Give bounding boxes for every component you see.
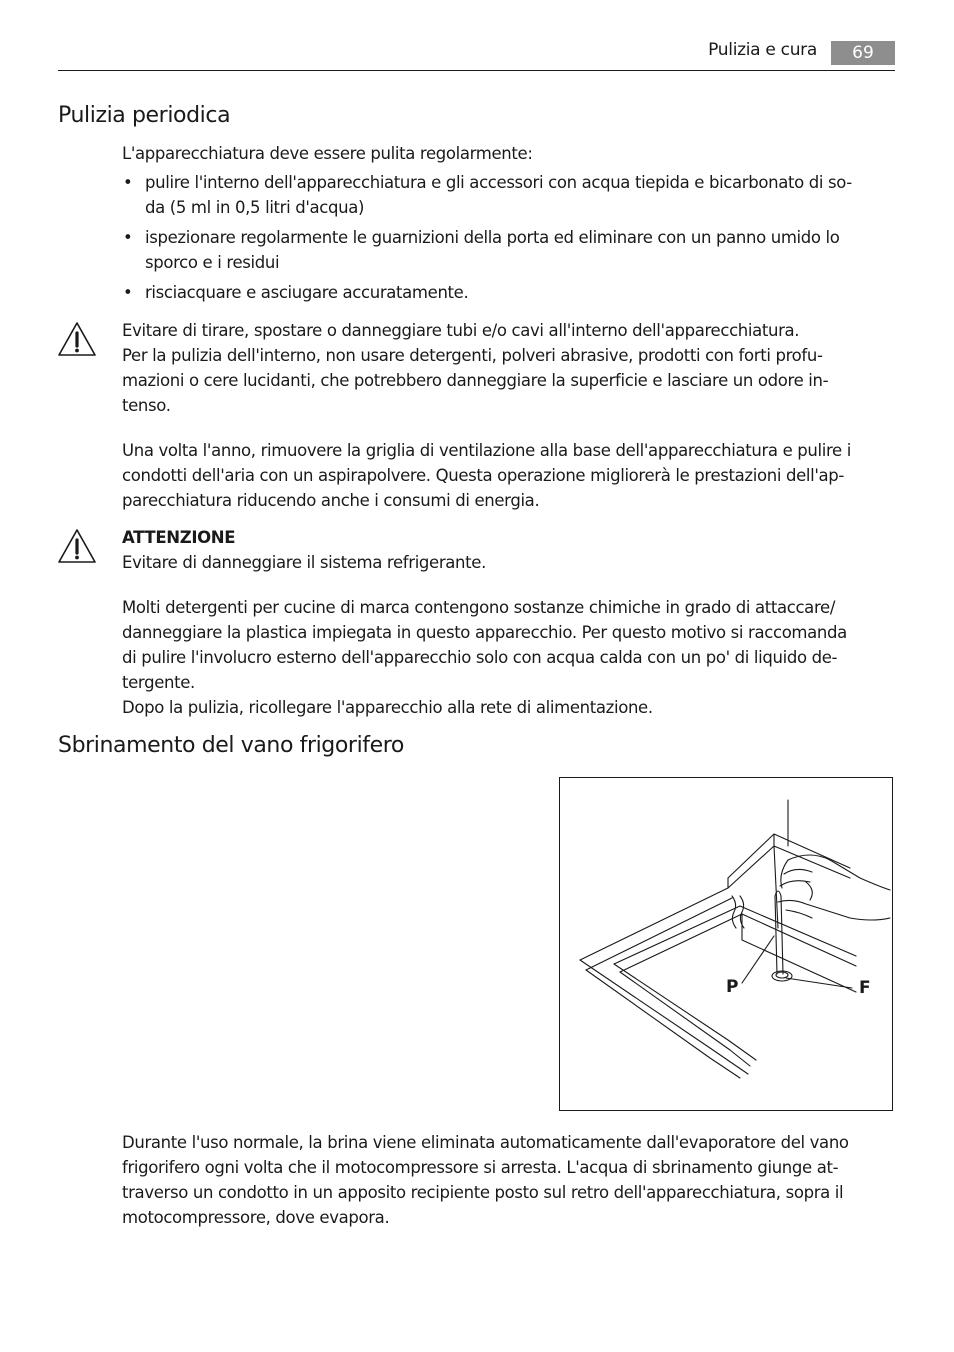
header-rule [58,70,895,71]
list-item-line: pulire l'interno dell'apparecchiatura e gli accessori con acqua tiepida e bicarbonato di so- [145,173,852,192]
list-item-line: da (5 ml in 0,5 litri d'acqua) [145,198,365,217]
list-item [122,225,902,275]
figure-label-p: P [726,977,739,997]
text-line: frigorifero ogni volta che il motocompressore si arresta. L'acqua di sbrinamento giunge at- [122,1158,839,1177]
figure-label-f: F [859,978,871,998]
heading-periodic-cleaning: Pulizia periodica [58,103,231,128]
intro-text: L'apparecchiatura deve essere pulita regolarmente: [122,144,533,163]
page-header [58,38,895,71]
text-line: motocompressore, dove evapora. [122,1208,390,1227]
list-item-line: risciacquare e asciugare accuratamente. [145,283,469,302]
text-line: tergente. [122,673,195,692]
text-line: Molti detergenti per cucine di marca contengono sostanze chimiche in grado di attaccare/ [122,598,836,617]
text-line: tenso. [122,396,171,415]
text-line: Durante l'uso normale, la brina viene eliminata automaticamente dall'evaporatore del vano [122,1133,849,1152]
list-item [122,280,902,305]
list-item-line: sporco e i residui [145,253,280,272]
bullet-symbol: • [123,283,133,302]
text-line: Per la pulizia dell'interno, non usare detergenti, polveri abrasive, prodotti con forti profu- [122,346,823,365]
heading-defrost: Sbrinamento del vano frigorifero [58,733,404,758]
text-line: parecchiatura riducendo anche i consumi di energia. [122,491,540,510]
paragraph-yearly [122,438,902,513]
text-line: Dopo la pulizia, ricollegare l'apparecchio alla rete di alimentazione. [122,698,653,717]
section-title: Pulizia e cura [708,40,817,60]
cleaning-steps-list [122,170,902,310]
text-line: di pulire l'involucro esterno dell'apparecchio solo con acqua calda con un po' di liquido de- [122,648,838,667]
text-line: condotti dell'aria con un aspirapolvere. Questa operazione migliorerà le prestazioni dell'ap- [122,466,845,485]
paragraph-defrost [122,1130,902,1230]
bullet-symbol: • [123,173,133,192]
page-number: 69 [831,41,895,65]
list-item-line: ispezionare regolarmente le guarnizioni della porta ed eliminare con un panno umido lo [145,228,840,247]
text-line: Una volta l'anno, rimuovere la griglia di ventilazione alla base dell'apparecchiatura e pulire i [122,441,851,460]
text-line: mazioni o cere lucidanti, che potrebbero danneggiare la superficie e lasciare un odore in- [122,371,829,390]
text-line: traverso un condotto in un apposito recipiente posto sul retro dell'apparecchiatura, sopra il [122,1183,844,1202]
bullet-symbol: • [123,228,133,247]
warning-triangle-icon [57,528,97,564]
warning-text: Evitare di danneggiare il sistema refrigerante. [122,553,486,572]
warning-text-tubes [122,318,902,418]
list-item [122,170,902,220]
defrost-illustration [559,777,893,1111]
warning-heading: ATTENZIONE [122,528,236,547]
paragraph-detergents [122,595,902,720]
text-line: danneggiare la plastica impiegata in questo apparecchio. Per questo motivo si raccomanda [122,623,847,642]
warning-triangle-icon [57,321,97,357]
drain-hole-drawing [560,778,892,1110]
text-line: Evitare di tirare, spostare o danneggiare tubi e/o cavi all'interno dell'apparecchiatura. [122,321,800,340]
warning-attention [122,525,902,575]
